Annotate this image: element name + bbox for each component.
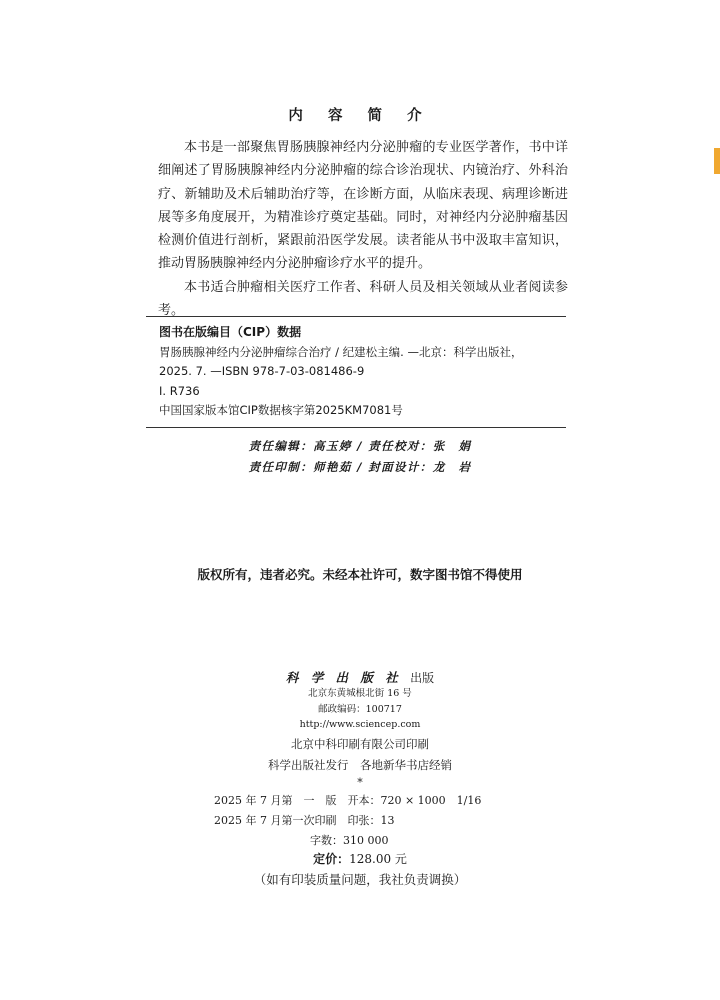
wordcount-line: 字数：310 000 [310,834,389,847]
page-tab-marker [714,148,720,174]
publisher-name-line [0,668,720,686]
publisher-url: http://www.sciencep.com [299,719,421,730]
intro-paragraph: 本书适合肿瘤相关医疗工作者、科研人员及相关领域从业者阅读参考。 [158,279,568,319]
publisher-name: 科 学 出 版 社 [285,670,402,685]
page-title: 内 容 简 介 [288,108,432,124]
publisher-suffix: 出版 [410,671,435,685]
cip-heading: 图书在版编目（CIP）数据 [159,325,302,339]
editor-credit-line: 责任编辑：高玉婷 / 责任校对：张 娟 [248,439,472,453]
cip-line: 胃肠胰腺神经内分泌肿瘤综合治疗 / 纪建松主编. —北京：科学出版社， [159,344,523,359]
cip-data-block [146,316,566,428]
price-value: 128.00 元 [349,852,407,866]
book-introduction [158,136,568,322]
intro-paragraph: 本书是一部聚焦胃肠胰腺神经内分泌肿瘤的专业医学著作，书中详细阐述了胃肠胰腺神经内分泌肿瘤的综合诊治现状、内镜治疗、外科治疗、新辅助及术后辅助治疗等，在诊断方面，从临床表现、病理诊断进展等多角度展开，为精准诊疗奠定基础。同时，对神经内分泌肿瘤基因检测价值进行剖析，紧跟前沿医学发展。读者能从书中汲取丰富知识，推动胃肠胰腺神经内分泌肿瘤诊疗水平的提升。 [158,140,568,272]
price-label: 定价： [313,852,350,866]
price-line [0,850,720,867]
cip-line: 2025. 7. —ISBN 978-7-03-081486-9 [159,364,365,379]
printer-line: 北京中科印刷有限公司印刷 [291,737,429,751]
editor-credit-line: 责任印制：师艳茹 / 封面设计：龙 岩 [248,460,472,474]
cip-line: 中国国家版本馆CIP数据核字第2025KM7081号 [159,403,403,418]
printing-info [0,734,720,790]
publisher-info [0,668,720,733]
publisher-address: 北京东黄城根北街 16 号 [308,688,412,699]
publisher-postcode: 邮政编码：100717 [318,703,402,715]
edition-line: 2025 年 7 月第 一 版 开本：720 × 1000 1/16 [214,794,482,807]
impression-line: 2025 年 7 月第一次印刷 印张：13 [214,814,395,827]
distribution-line: 科学出版社发行 各地新华书店经销 [268,758,452,772]
separator-star: * [357,776,363,789]
copyright-notice: 版权所有，违者必究。未经本社许可，数字图书馆不得使用 [197,567,523,582]
cip-line: Ⅰ. R736 [159,383,200,398]
quality-note: （如有印装质量问题，我社负责调换） [253,872,467,887]
editor-credits [0,436,720,478]
